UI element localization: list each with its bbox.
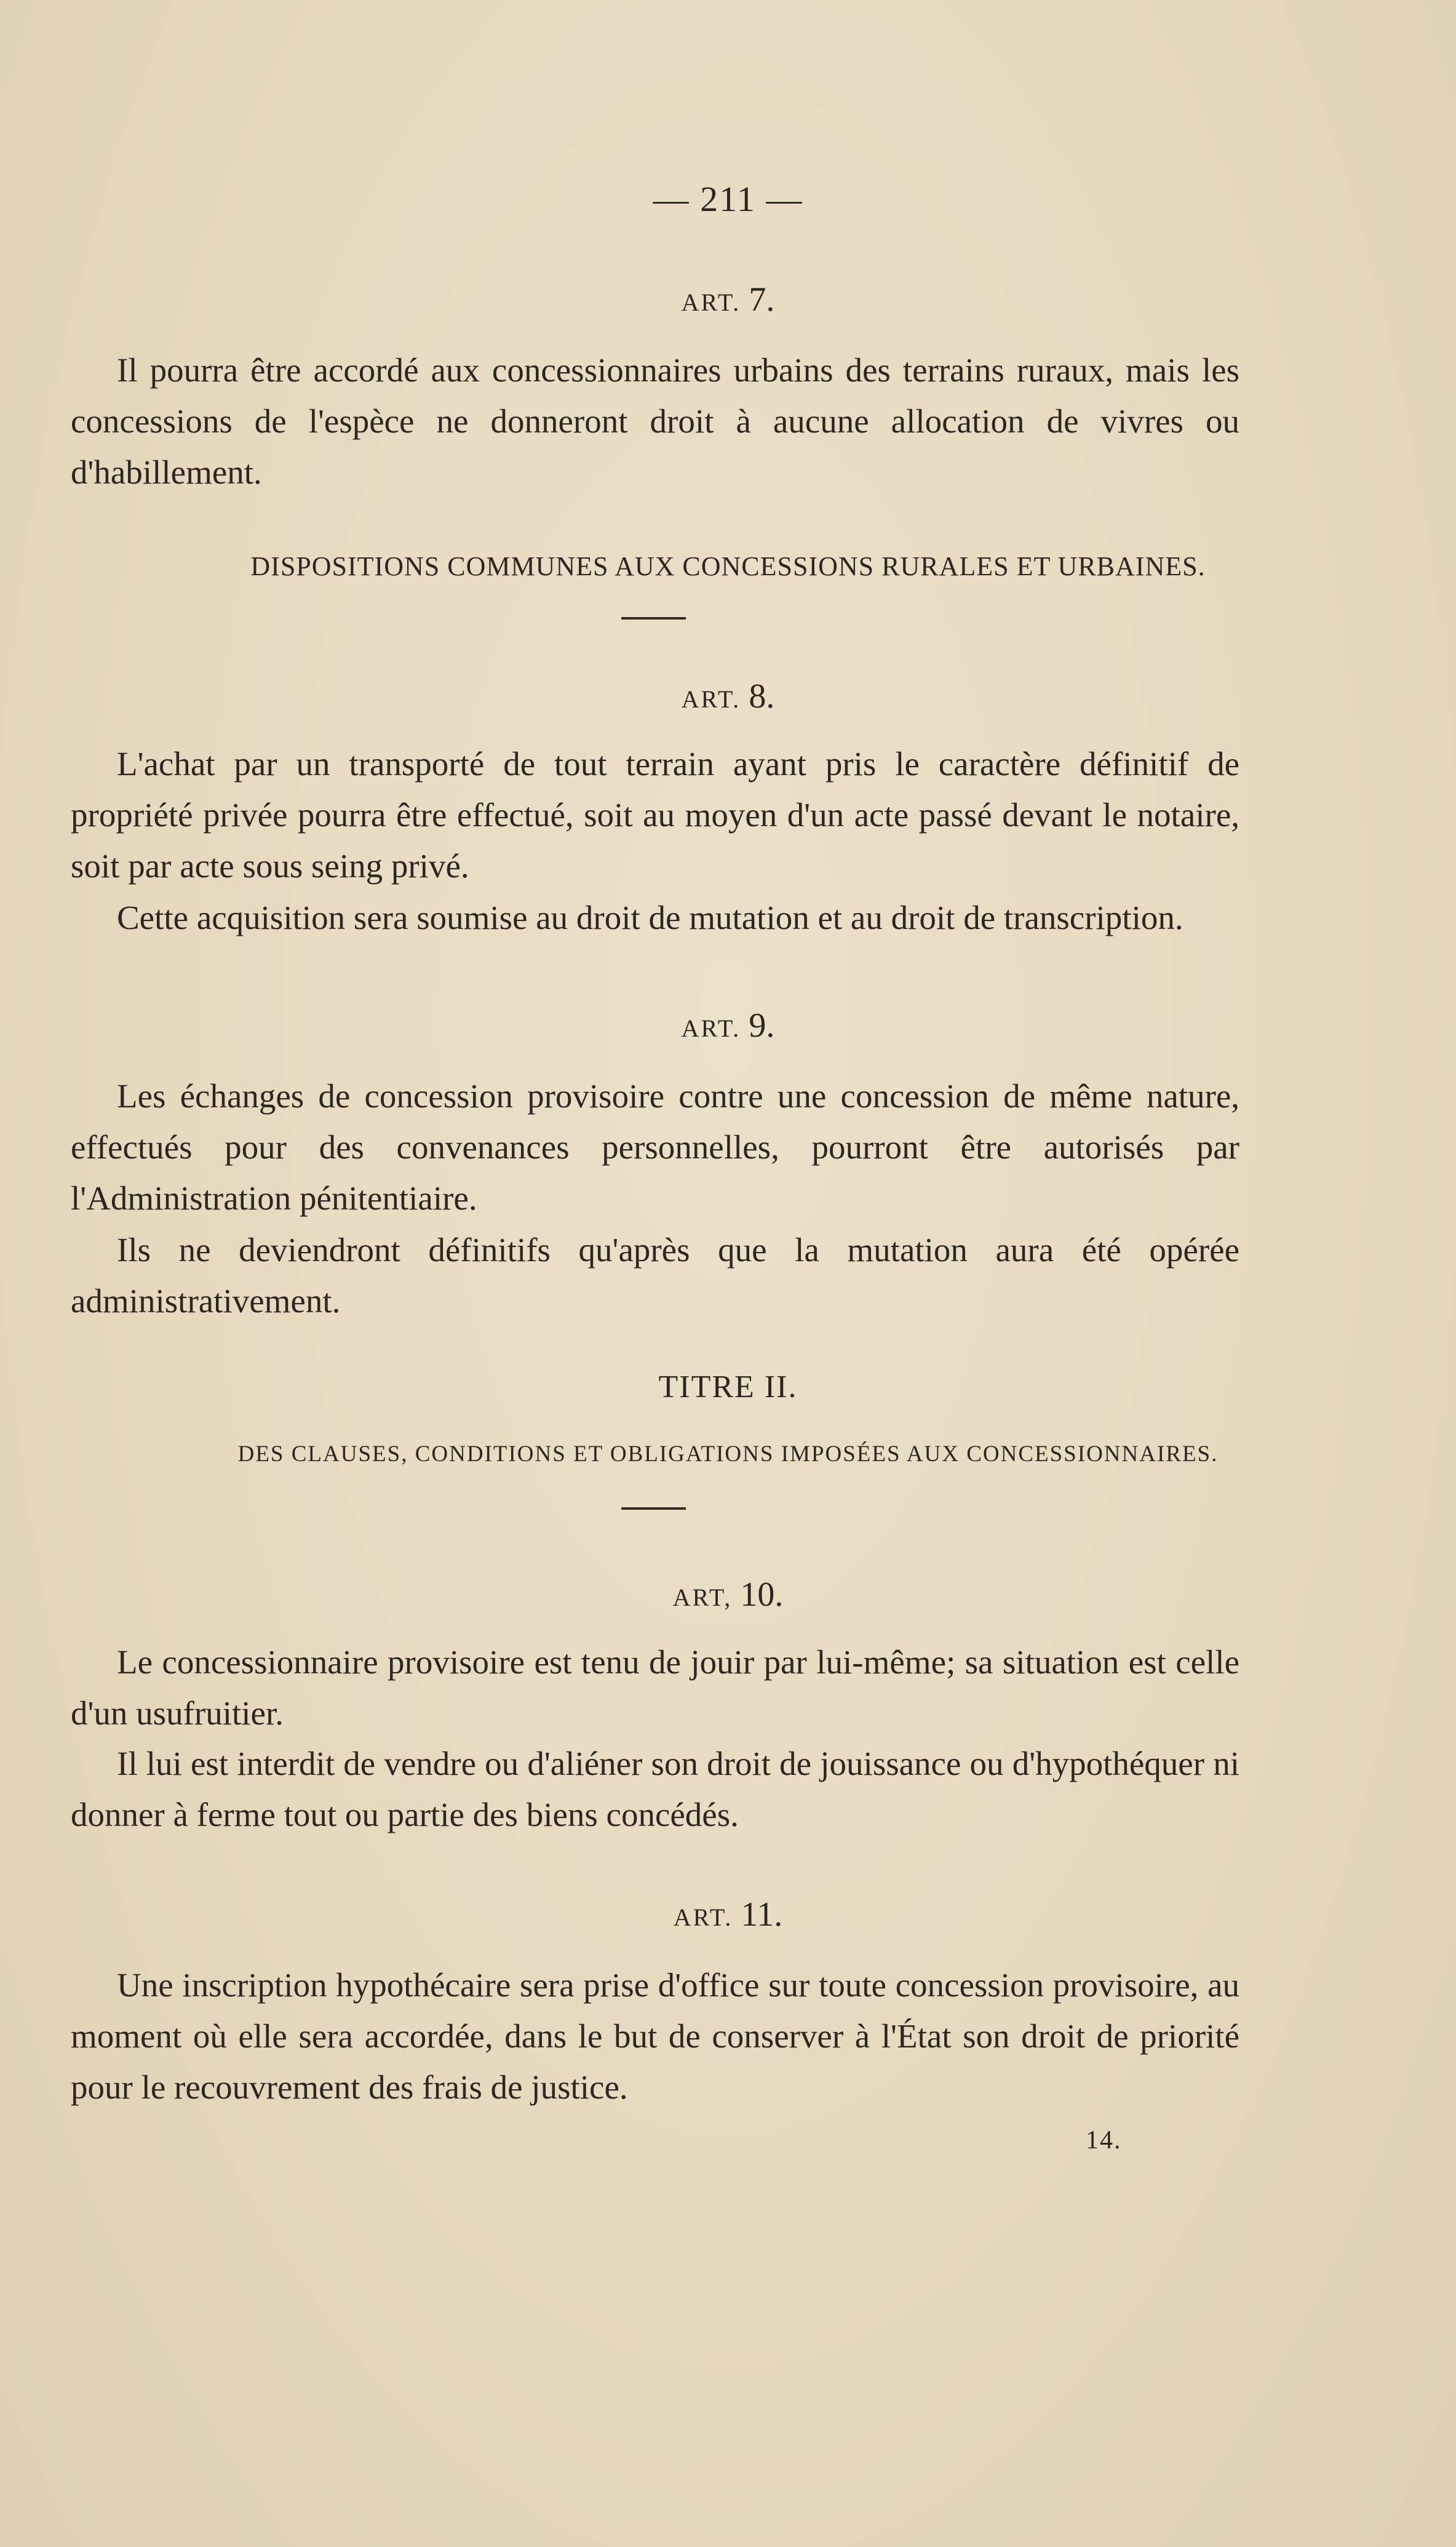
dispositions-heading: DISPOSITIONS COMMUNES AUX CONCESSIONS RURALES ET URBAINES.	[250, 551, 1206, 581]
article-10-paragraph-1: Le concessionnaire provisoire est tenu de jouir par lui-même; sa situation est celle d'un usufruitier.	[71, 1643, 1239, 1732]
article-8-paragraph-2: Cette acquisition sera soumise au droit de mutation et au droit de transcription.	[117, 899, 1183, 936]
article-heading-number: 10.	[740, 1576, 784, 1614]
titre-heading: TITRE II.	[658, 1369, 798, 1405]
article-heading-number: 8.	[749, 677, 775, 715]
article-heading-number: 7.	[749, 281, 775, 319]
page-number: — 211 —	[653, 179, 803, 219]
article-heading-number: 9.	[749, 1006, 775, 1045]
article-heading-prefix: ART.	[681, 1014, 741, 1042]
article-10-paragraph-2: Il lui est interdit de vendre ou d'aliéner son droit de jouissance ou d'hypothéquer ni donner à ferme tout ou partie des biens concédés.	[71, 1745, 1239, 1833]
article-7-heading	[0, 280, 1456, 319]
article-heading-prefix: ART.	[681, 289, 741, 316]
titre-subheading: DES CLAUSES, CONDITIONS ET OBLIGATIONS IMPOSÉES AUX CONCESSIONNAIRES.	[237, 1441, 1219, 1467]
section-divider	[621, 1507, 686, 1510]
signature-mark: 14.	[1086, 2126, 1122, 2154]
article-9-paragraph-2: Ils ne deviendront définitifs qu'après que la mutation aura été opérée administrativement.	[71, 1231, 1239, 1320]
article-10-heading	[0, 1575, 1456, 1614]
article-9-paragraph-1: Les échanges de concession provisoire contre une concession de même nature, effectués pour des convenances personnelles, pourront être autorisés par l'Administration pénitentiaire.	[71, 1077, 1239, 1217]
article-heading-prefix: ART.	[673, 1903, 733, 1931]
article-8-heading	[0, 677, 1456, 716]
article-7-paragraph-1: Il pourra être accordé aux concessionnaires urbains des terrains ruraux, mais les concessions de l'espèce ne donneront droit à aucune allocation de vivres ou d'habillement.	[71, 351, 1239, 491]
section-divider	[621, 617, 686, 620]
article-heading-number: 11.	[741, 1895, 783, 1934]
article-11-paragraph-1: Une inscription hypothécaire sera prise d'office sur toute concession provisoire, au moment où elle sera accordée, dans le but de conserver à l'État son droit de priorité pour le recouvrement des frais de justice.	[71, 1966, 1239, 2106]
article-11-heading	[0, 1895, 1456, 1934]
article-heading-prefix: ART.	[681, 685, 741, 713]
article-heading-prefix: ART,	[672, 1584, 733, 1611]
article-9-heading	[0, 1006, 1456, 1045]
article-8-paragraph-1: L'achat par un transporté de tout terrain ayant pris le caractère définitif de propriété privée pourra être effectué, soit au moyen d'un acte passé devant le notaire, soit par acte sous seing privé.	[71, 745, 1239, 885]
